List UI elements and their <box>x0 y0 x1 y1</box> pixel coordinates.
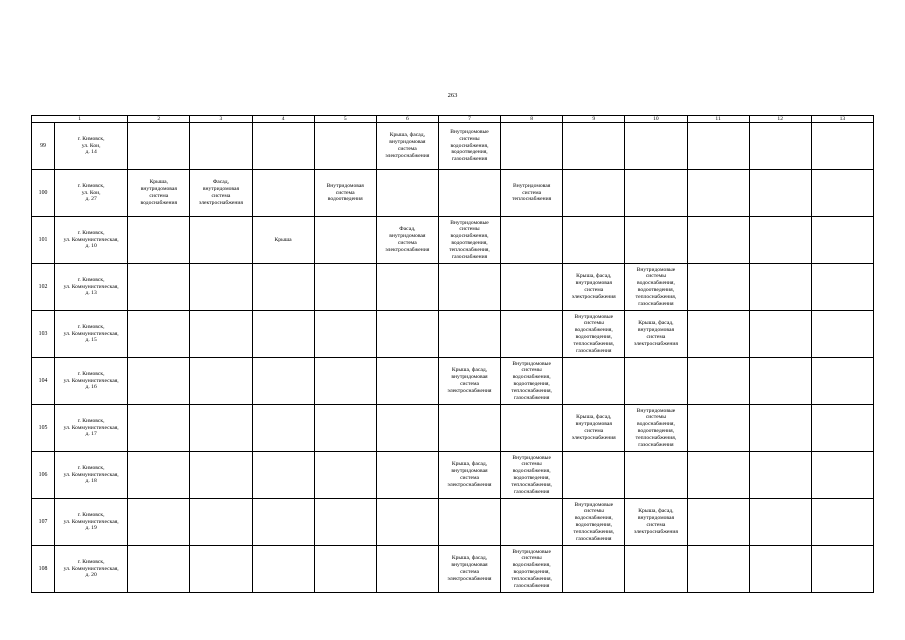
page-number: 263 <box>447 92 458 99</box>
column-header-8: 8 <box>501 116 563 123</box>
column-header-9: 9 <box>563 116 625 123</box>
table-row <box>32 170 874 217</box>
year-cell-7 <box>438 499 500 546</box>
year-cell-8 <box>501 217 563 264</box>
year-cell-3: Фасад, внутридомовая система электроснабжения <box>190 170 252 217</box>
year-cell-2 <box>128 217 190 264</box>
year-cell-2: Крыша, внутридомовая система водоснабжения <box>128 170 190 217</box>
year-cell-10: Внутридомовые системы водоснабжения, водоотведения, теплоснабжения, газоснабжения <box>625 264 687 311</box>
year-cell-8 <box>501 123 563 170</box>
year-cell-7 <box>438 264 500 311</box>
year-cell-13 <box>811 358 873 405</box>
year-cell-9 <box>563 170 625 217</box>
year-cell-8 <box>501 405 563 452</box>
repair-schedule-table <box>31 115 874 593</box>
year-cell-10 <box>625 358 687 405</box>
year-cell-3 <box>190 452 252 499</box>
year-cell-2 <box>128 452 190 499</box>
year-cell-13 <box>811 217 873 264</box>
year-cell-11 <box>687 499 749 546</box>
table-header <box>32 116 874 123</box>
year-cell-2 <box>128 264 190 311</box>
year-cell-3 <box>190 546 252 593</box>
year-cell-13 <box>811 405 873 452</box>
year-cell-4 <box>252 546 314 593</box>
year-cell-5 <box>314 217 376 264</box>
address-cell: г. Кимовск, ул. Коммунистическая, д. 17 <box>55 405 128 452</box>
year-cell-7 <box>438 170 500 217</box>
year-cell-8 <box>501 499 563 546</box>
column-header-4: 4 <box>252 116 314 123</box>
year-cell-10 <box>625 217 687 264</box>
year-cell-3 <box>190 499 252 546</box>
year-cell-2 <box>128 123 190 170</box>
year-cell-8: Внутридомовая система теплоснабжения <box>501 170 563 217</box>
year-cell-6 <box>376 452 438 499</box>
year-cell-5 <box>314 546 376 593</box>
year-cell-8: Внутридомовые системы водоснабжения, водоотведения, теплоснабжения, газоснабжения <box>501 452 563 499</box>
year-cell-5 <box>314 405 376 452</box>
year-cell-9 <box>563 123 625 170</box>
year-cell-2 <box>128 546 190 593</box>
table-row <box>32 264 874 311</box>
table-row <box>32 123 874 170</box>
year-cell-11 <box>687 217 749 264</box>
column-header-10: 10 <box>625 116 687 123</box>
year-cell-2 <box>128 311 190 358</box>
year-cell-5 <box>314 499 376 546</box>
year-cell-11 <box>687 170 749 217</box>
row-number: 100 <box>32 170 55 217</box>
table-row <box>32 499 874 546</box>
year-cell-3 <box>190 217 252 264</box>
year-cell-4 <box>252 170 314 217</box>
table-row <box>32 311 874 358</box>
year-cell-4 <box>252 311 314 358</box>
year-cell-12 <box>749 123 811 170</box>
row-number: 99 <box>32 123 55 170</box>
year-cell-5 <box>314 358 376 405</box>
year-cell-4 <box>252 358 314 405</box>
year-cell-11 <box>687 358 749 405</box>
year-cell-13 <box>811 546 873 593</box>
year-cell-7: Крыша, фасад, внутридомовая система электроснабжения <box>438 546 500 593</box>
year-cell-10 <box>625 170 687 217</box>
year-cell-12 <box>749 452 811 499</box>
year-cell-10: Внутридомовые системы водоснабжения, водоотведения, теплоснабжения, газоснабжения <box>625 405 687 452</box>
year-cell-8: Внутридомовые системы водоснабжения, водоотведения, теплоснабжения, газоснабжения <box>501 546 563 593</box>
table-row <box>32 358 874 405</box>
year-cell-13 <box>811 264 873 311</box>
year-cell-5 <box>314 452 376 499</box>
year-cell-7: Крыша, фасад, внутридомовая система электроснабжения <box>438 452 500 499</box>
year-cell-13 <box>811 452 873 499</box>
year-cell-12 <box>749 311 811 358</box>
row-number: 102 <box>32 264 55 311</box>
year-cell-5 <box>314 264 376 311</box>
year-cell-6: Фасад, внутридомовая система электроснабжения <box>376 217 438 264</box>
year-cell-12 <box>749 170 811 217</box>
year-cell-9: Крыша, фасад, внутридомовая система электроснабжения <box>563 264 625 311</box>
year-cell-11 <box>687 405 749 452</box>
address-cell: г. Кимовск, ул. Кои, д. 27 <box>55 170 128 217</box>
year-cell-3 <box>190 358 252 405</box>
year-cell-10 <box>625 452 687 499</box>
column-header-2: 2 <box>128 116 190 123</box>
column-header-6: 6 <box>376 116 438 123</box>
year-cell-12 <box>749 264 811 311</box>
column-header-13: 13 <box>811 116 873 123</box>
year-cell-9 <box>563 546 625 593</box>
year-cell-9: Внутридомовые системы водоснабжения, водоотведения, теплоснабжения, газоснабжения <box>563 499 625 546</box>
year-cell-9: Крыша, фасад, внутридомовая система электроснабжения <box>563 405 625 452</box>
year-cell-5: Внутридомовая система водоотведения <box>314 170 376 217</box>
year-cell-2 <box>128 499 190 546</box>
address-cell: г. Кимовск, ул. Кои, д. 14 <box>55 123 128 170</box>
year-cell-3 <box>190 123 252 170</box>
year-cell-7: Внутридомовые системы водоснабжения, водоотведения, газоснабжения <box>438 123 500 170</box>
address-cell: г. Кимовск, ул. Коммунистическая, д. 15 <box>55 311 128 358</box>
year-cell-8: Внутридомовые системы водоснабжения, водоотведения, теплоснабжения, газоснабжения <box>501 358 563 405</box>
year-cell-6 <box>376 311 438 358</box>
year-cell-9 <box>563 217 625 264</box>
year-cell-7: Внутридомовые системы водоснабжения, водоотведения, теплоснабжения, газоснабжения <box>438 217 500 264</box>
year-cell-12 <box>749 217 811 264</box>
year-cell-2 <box>128 405 190 452</box>
year-cell-7: Крыша, фасад, внутридомовая система электроснабжения <box>438 358 500 405</box>
year-cell-10: Крыша, фасад, внутридомовая система электроснабжения <box>625 311 687 358</box>
year-cell-4: Крыша <box>252 217 314 264</box>
year-cell-11 <box>687 452 749 499</box>
year-cell-9 <box>563 358 625 405</box>
year-cell-6 <box>376 405 438 452</box>
year-cell-8 <box>501 264 563 311</box>
year-cell-9 <box>563 452 625 499</box>
year-cell-10 <box>625 123 687 170</box>
year-cell-12 <box>749 499 811 546</box>
year-cell-9: Внутридомовые системы водоснабжения, водоотведения, теплоснабжения, газоснабжения <box>563 311 625 358</box>
row-number: 105 <box>32 405 55 452</box>
year-cell-11 <box>687 546 749 593</box>
year-cell-12 <box>749 546 811 593</box>
year-cell-6 <box>376 499 438 546</box>
address-cell: г. Кимовск, ул. Коммунистическая, д. 10 <box>55 217 128 264</box>
year-cell-7 <box>438 311 500 358</box>
year-cell-10 <box>625 546 687 593</box>
year-cell-4 <box>252 264 314 311</box>
year-cell-3 <box>190 405 252 452</box>
address-cell: г. Кимовск, ул. Коммунистическая, д. 18 <box>55 452 128 499</box>
column-header-11: 11 <box>687 116 749 123</box>
year-cell-5 <box>314 123 376 170</box>
year-cell-10: Крыша, фасад, внутридомовая система электроснабжения <box>625 499 687 546</box>
year-cell-8 <box>501 311 563 358</box>
address-cell: г. Кимовск, ул. Коммунистическая, д. 13 <box>55 264 128 311</box>
year-cell-11 <box>687 311 749 358</box>
year-cell-12 <box>749 358 811 405</box>
row-number: 101 <box>32 217 55 264</box>
year-cell-5 <box>314 311 376 358</box>
year-cell-3 <box>190 264 252 311</box>
year-cell-4 <box>252 405 314 452</box>
column-header-5: 5 <box>314 116 376 123</box>
year-cell-4 <box>252 499 314 546</box>
address-cell: г. Кимовск, ул. Коммунистическая, д. 16 <box>55 358 128 405</box>
table-row <box>32 217 874 264</box>
year-cell-3 <box>190 311 252 358</box>
year-cell-4 <box>252 452 314 499</box>
year-cell-13 <box>811 311 873 358</box>
table-body <box>32 123 874 593</box>
year-cell-6 <box>376 546 438 593</box>
column-header-3: 3 <box>190 116 252 123</box>
column-header-1: 1 <box>32 116 128 123</box>
row-number: 108 <box>32 546 55 593</box>
column-header-7: 7 <box>438 116 500 123</box>
address-cell: г. Кимовск, ул. Коммунистическая, д. 20 <box>55 546 128 593</box>
year-cell-6: Крыша, фасад, внутридомовая система электроснабжения <box>376 123 438 170</box>
year-cell-13 <box>811 499 873 546</box>
year-cell-2 <box>128 358 190 405</box>
row-number: 103 <box>32 311 55 358</box>
year-cell-6 <box>376 170 438 217</box>
year-cell-6 <box>376 358 438 405</box>
column-header-12: 12 <box>749 116 811 123</box>
year-cell-13 <box>811 170 873 217</box>
year-cell-6 <box>376 264 438 311</box>
table-row <box>32 546 874 593</box>
year-cell-11 <box>687 123 749 170</box>
year-cell-7 <box>438 405 500 452</box>
row-number: 107 <box>32 499 55 546</box>
table-row <box>32 452 874 499</box>
year-cell-11 <box>687 264 749 311</box>
table-row <box>32 405 874 452</box>
year-cell-13 <box>811 123 873 170</box>
address-cell: г. Кимовск, ул. Коммунистическая, д. 19 <box>55 499 128 546</box>
row-number: 104 <box>32 358 55 405</box>
year-cell-4 <box>252 123 314 170</box>
row-number: 106 <box>32 452 55 499</box>
year-cell-12 <box>749 405 811 452</box>
